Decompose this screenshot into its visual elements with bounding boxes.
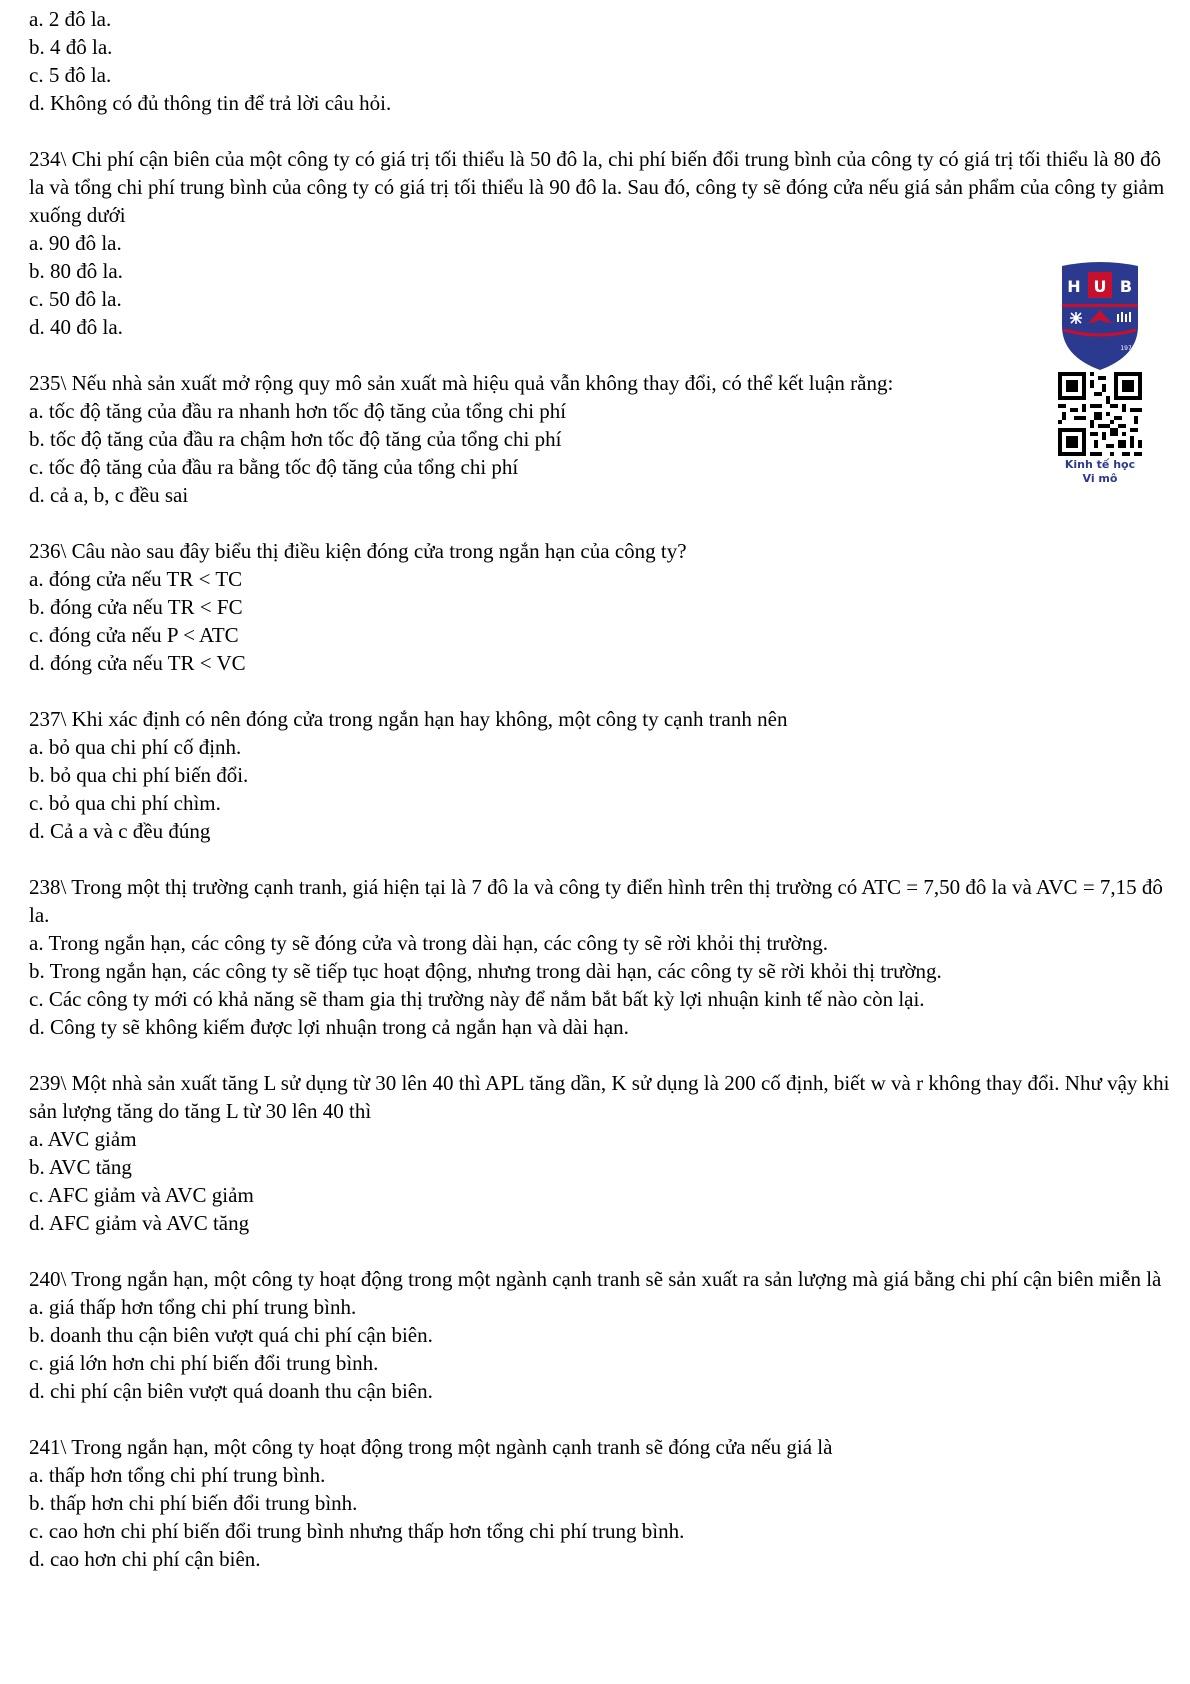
q240-option-a: a. giá thấp hơn tổng chi phí trung bình.: [29, 1295, 357, 1319]
question-238: 238\ Trong một thị trường cạnh tranh, giá hiện tại là 7 đô la và công ty điển hình trên thị trường có ATC = 7,50 đô la và AVC = 7,15 đô la.: [29, 875, 1163, 927]
qr-code-icon: [1058, 372, 1142, 456]
logo-letter-h: H: [1067, 277, 1081, 296]
question-237: 237\ Khi xác định có nên đóng cửa trong ngắn hạn hay không, một công ty cạnh tranh nên: [29, 707, 788, 731]
q240-option-b: b. doanh thu cận biên vượt quá chi phí cận biên.: [29, 1323, 433, 1347]
q237-option-a: a. bỏ qua chi phí cố định.: [29, 735, 242, 759]
q239-option-d: d. AFC giảm và AVC tăng: [29, 1211, 250, 1235]
q238-option-d: d. Công ty sẽ không kiếm được lợi nhuận trong cả ngắn hạn và dài hạn.: [29, 1015, 629, 1039]
q235-option-c: c. tốc độ tăng của đầu ra bằng tốc độ tăng của tổng chi phí: [29, 455, 519, 479]
question-239: 239\ Một nhà sản xuất tăng L sử dụng từ 30 lên 40 thì APL tăng dần, K sử dụng là 200 cố định, biết w và r không thay đổi. Như vậy khi sản lượng tăng do tăng L từ 30 lên 40 thì: [29, 1071, 1170, 1123]
option-a: a. 2 đô la.: [29, 7, 112, 31]
q235-option-b: b. tốc độ tăng của đầu ra chậm hơn tốc độ tăng của tổng chi phí: [29, 427, 562, 451]
q240-option-d: d. chi phí cận biên vượt quá doanh thu cận biên.: [29, 1379, 433, 1403]
option-b: b. 4 đô la.: [29, 35, 113, 59]
q236-option-c: c. đóng cửa nếu P < ATC: [29, 623, 239, 647]
question-241: 241\ Trong ngắn hạn, một công ty hoạt động trong một ngành cạnh tranh sẽ đóng cửa nếu giá là: [29, 1435, 833, 1459]
q234-option-d: d. 40 đô la.: [29, 315, 123, 339]
q236-option-b: b. đóng cửa nếu TR < FC: [29, 595, 243, 619]
q240-option-c: c. giá lớn hơn chi phí biến đổi trung bình.: [29, 1351, 379, 1375]
q238-option-c: c. Các công ty mới có khả năng sẽ tham gia thị trường này để nắm bắt bất kỳ lợi nhuận kinh tế nào còn lại.: [29, 987, 925, 1011]
q241-option-b: b. thấp hơn chi phí biến đổi trung bình.: [29, 1491, 358, 1515]
badge-subject-line1: Kinh tế học: [1064, 458, 1136, 471]
q241-option-a: a. thấp hơn tổng chi phí trung bình.: [29, 1463, 326, 1487]
logo-letter-u: U: [1093, 277, 1107, 296]
q239-option-b: b. AVC tăng: [29, 1155, 132, 1179]
question-234: 234\ Chi phí cận biên của một công ty có giá trị tối thiểu là 50 đô la, chi phí biến đổi trung bình của công ty có giá trị tối thiểu là 80 đô la và tổng chi phí trung bình của công ty có giá trị tối thiểu là 90 đô la. Sau đó, công ty sẽ đóng cửa nếu giá sản phẩm của công ty giảm xuống dưới: [29, 147, 1165, 227]
q236-option-d: d. đóng cửa nếu TR < VC: [29, 651, 246, 675]
q239-option-a: a. AVC giảm: [29, 1127, 137, 1151]
document-page: [29, 5, 1179, 1573]
hub-shield-logo-icon: [1058, 260, 1142, 372]
option-c: c. 5 đô la.: [29, 63, 112, 87]
q235-option-a: a. tốc độ tăng của đầu ra nhanh hơn tốc độ tăng của tổng chi phí: [29, 399, 567, 423]
q234-option-b: b. 80 đô la.: [29, 259, 123, 283]
q237-option-d: d. Cả a và c đều đúng: [29, 819, 211, 843]
q237-option-c: c. bỏ qua chi phí chìm.: [29, 791, 221, 815]
q238-option-b: b. Trong ngắn hạn, các công ty sẽ tiếp tục hoạt động, nhưng trong dài hạn, các công ty sẽ rời khỏi thị trường.: [29, 959, 942, 983]
option-d: d. Không có đủ thông tin để trả lời câu hỏi.: [29, 91, 392, 115]
q241-option-c: c. cao hơn chi phí biến đổi trung bình nhưng thấp hơn tổng chi phí trung bình.: [29, 1519, 685, 1543]
logo-letter-b: B: [1119, 277, 1133, 296]
q234-option-c: c. 50 đô la.: [29, 287, 122, 311]
question-235: 235\ Nếu nhà sản xuất mở rộng quy mô sản xuất mà hiệu quả vẫn không thay đổi, có thể kết luận rằng:: [29, 371, 894, 395]
q239-option-c: c. AFC giảm và AVC giảm: [29, 1183, 254, 1207]
badge-subject-line2: Vi mô: [1082, 472, 1118, 485]
question-236: 236\ Câu nào sau đây biểu thị điều kiện đóng cửa trong ngắn hạn của công ty?: [29, 539, 687, 563]
q235-option-d: d. cả a, b, c đều sai: [29, 483, 189, 507]
q236-option-a: a. đóng cửa nếu TR < TC: [29, 567, 243, 591]
q238-option-a: a. Trong ngắn hạn, các công ty sẽ đóng cửa và trong dài hạn, các công ty sẽ rời khỏi thị trường.: [29, 931, 829, 955]
logo-year: 1976: [1120, 345, 1136, 352]
q234-option-a: a. 90 đô la.: [29, 231, 122, 255]
hub-badge: [1052, 260, 1148, 486]
q237-option-b: b. bỏ qua chi phí biến đổi.: [29, 763, 249, 787]
q241-option-d: d. cao hơn chi phí cận biên.: [29, 1547, 261, 1571]
question-240: 240\ Trong ngắn hạn, một công ty hoạt động trong một ngành cạnh tranh sẽ sản xuất ra sản lượng mà giá bằng chi phí cận biên miễn là: [29, 1267, 1162, 1291]
